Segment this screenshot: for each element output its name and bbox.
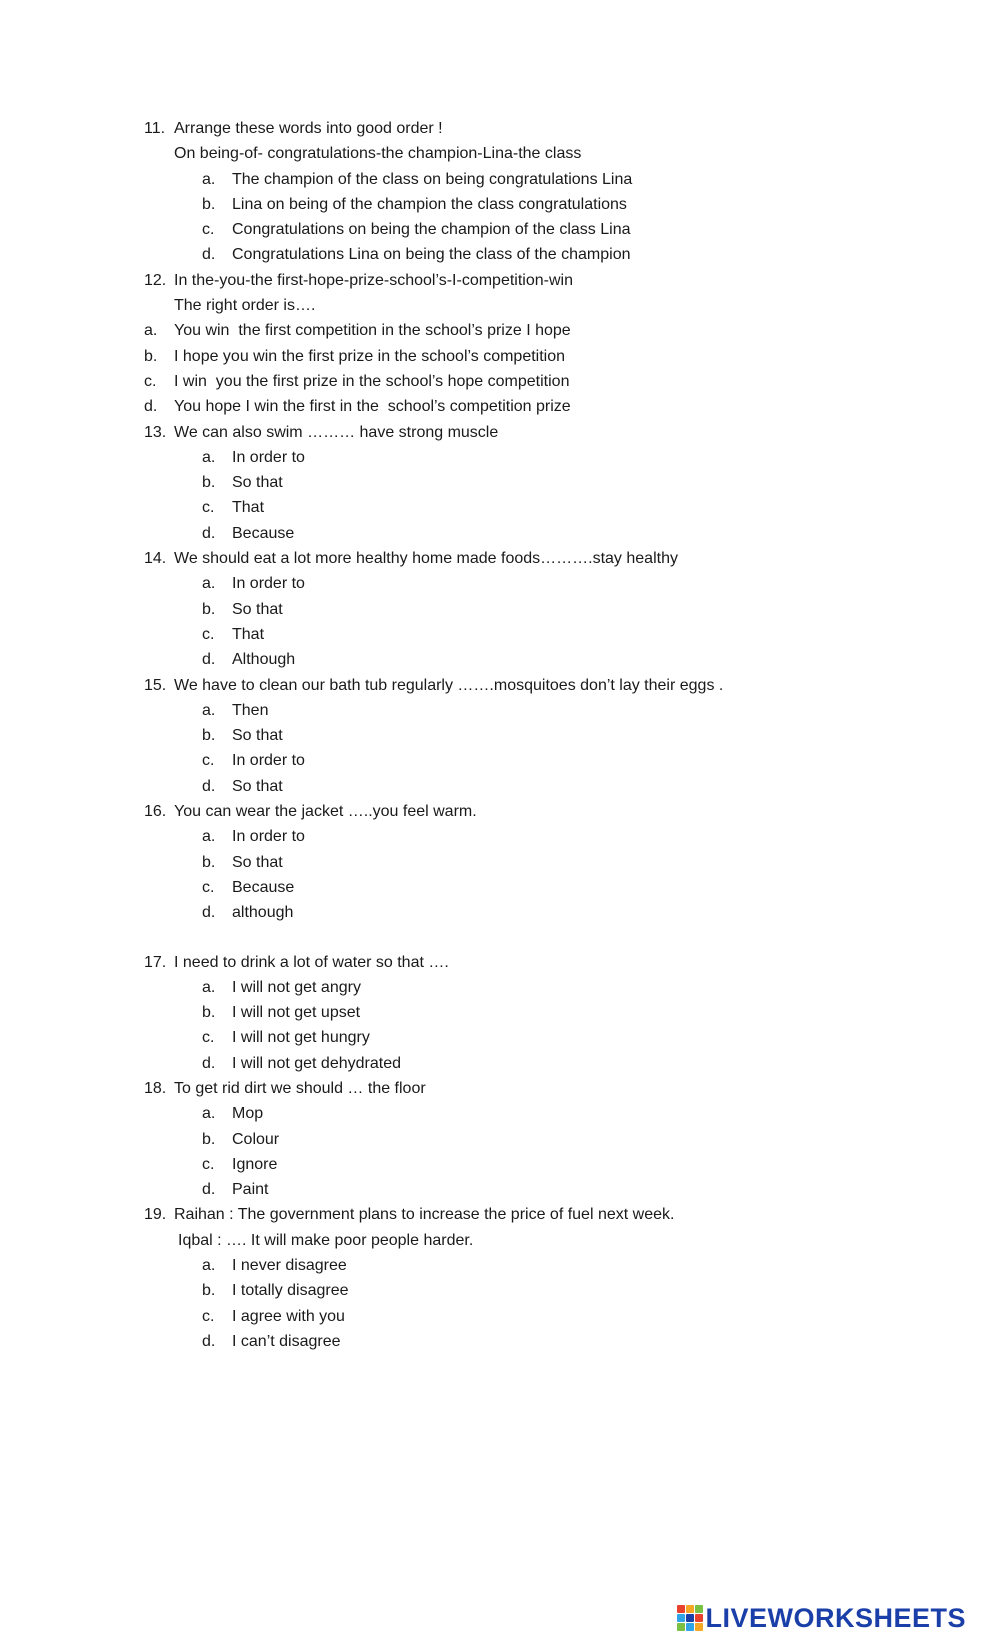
question-16 xyxy=(144,799,924,824)
option-letter: b. xyxy=(202,474,216,492)
option-letter: d. xyxy=(144,398,158,416)
question-11 xyxy=(144,116,924,141)
option-text: So that xyxy=(232,474,283,492)
question-15 xyxy=(144,673,924,698)
option-11b[interactable] xyxy=(144,192,924,217)
question-text: Raihan : The government plans to increase the price of fuel next week. xyxy=(174,1206,675,1224)
option-13b[interactable] xyxy=(144,470,924,495)
option-17a[interactable] xyxy=(144,975,924,1000)
question-12-subtext: The right order is…. xyxy=(174,297,316,315)
question-number: 15. xyxy=(144,676,167,694)
option-letter: a. xyxy=(202,448,216,466)
question-14 xyxy=(144,546,924,571)
option-letter: b. xyxy=(202,1130,216,1148)
option-18a[interactable] xyxy=(144,1101,924,1126)
option-letter: d. xyxy=(202,524,216,542)
question-text: To get rid dirt we should … the floor xyxy=(174,1079,426,1097)
option-text: I will not get hungry xyxy=(232,1029,370,1047)
option-12d[interactable] xyxy=(144,394,924,419)
option-letter: b. xyxy=(202,727,216,745)
question-11-subtext: On being-of- congratulations-the champion-Lina-the class xyxy=(174,145,582,163)
option-19c[interactable] xyxy=(144,1304,924,1329)
option-text: That xyxy=(232,499,265,517)
option-text: I agree with you xyxy=(232,1307,345,1325)
option-text: Then xyxy=(232,701,269,719)
option-letter: a. xyxy=(202,701,216,719)
option-letter: d. xyxy=(202,1054,216,1072)
question-number: 17. xyxy=(144,953,167,971)
option-letter: a. xyxy=(202,170,216,188)
option-14c[interactable] xyxy=(144,622,924,647)
option-text: You hope I win the first in the school’s competition prize xyxy=(174,398,571,416)
option-15c[interactable] xyxy=(144,748,924,773)
option-letter: a. xyxy=(202,828,216,846)
option-letter: a. xyxy=(144,322,158,340)
option-text: In order to xyxy=(232,448,305,466)
option-text: Because xyxy=(232,878,295,896)
question-17 xyxy=(144,950,924,975)
question-19-subtext: Iqbal : …. It will make poor people harder. xyxy=(178,1231,474,1249)
option-text: I totally disagree xyxy=(232,1282,349,1300)
question-number: 12. xyxy=(144,271,167,289)
question-19 xyxy=(144,1202,924,1227)
liveworksheets-logo-icon xyxy=(677,1605,703,1631)
option-letter: b. xyxy=(202,600,216,618)
spacer xyxy=(144,926,924,950)
option-letter: c. xyxy=(202,1155,215,1173)
question-text: You can wear the jacket …..you feel warm. xyxy=(174,803,477,821)
question-13 xyxy=(144,420,924,445)
option-13a[interactable] xyxy=(144,445,924,470)
option-17d[interactable] xyxy=(144,1051,924,1076)
brand-name: LIVEWORKSHEETS xyxy=(705,1602,966,1633)
option-text: You win the first competition in the school’s prize I hope xyxy=(174,322,571,340)
question-text: We should eat a lot more healthy home made foods……….stay healthy xyxy=(174,550,678,568)
option-text: So that xyxy=(232,600,283,618)
option-12b[interactable] xyxy=(144,344,924,369)
option-letter: d. xyxy=(202,777,216,795)
option-text: although xyxy=(232,904,294,922)
option-text: I will not get dehydrated xyxy=(232,1054,401,1072)
option-text: In order to xyxy=(232,828,305,846)
option-text: I hope you win the first prize in the school’s competition xyxy=(174,347,566,365)
option-text: Mop xyxy=(232,1105,264,1123)
option-13d[interactable] xyxy=(144,521,924,546)
question-text: We can also swim ……… have strong muscle xyxy=(174,423,499,441)
question-12 xyxy=(144,268,924,293)
option-12a[interactable] xyxy=(144,318,924,343)
option-text: That xyxy=(232,625,265,643)
option-text: Congratulations Lina on being the class of the champion xyxy=(232,246,631,264)
option-text: I win you the first prize in the school’s hope competition xyxy=(174,372,570,390)
option-text: Paint xyxy=(232,1181,269,1199)
option-18c[interactable] xyxy=(144,1152,924,1177)
option-letter: c. xyxy=(144,372,157,390)
option-text: Colour xyxy=(232,1130,280,1148)
option-text: So that xyxy=(232,853,283,871)
option-letter: a. xyxy=(202,1257,216,1275)
option-letter: d. xyxy=(202,904,216,922)
option-text: Because xyxy=(232,524,295,542)
option-16c[interactable] xyxy=(144,875,924,900)
option-letter: a. xyxy=(202,978,216,996)
question-text: We have to clean our bath tub regularly …….mosquitoes don’t lay their eggs . xyxy=(174,676,724,694)
question-number: 13. xyxy=(144,423,167,441)
question-number: 19. xyxy=(144,1206,167,1224)
option-14a[interactable] xyxy=(144,571,924,596)
option-text: I never disagree xyxy=(232,1257,347,1275)
option-letter: c. xyxy=(202,878,215,896)
option-text: Congratulations on being the champion of the class Lina xyxy=(232,221,631,239)
question-number: 14. xyxy=(144,550,167,568)
option-letter: c. xyxy=(202,1029,215,1047)
option-text: In order to xyxy=(232,752,305,770)
option-text: I can’t disagree xyxy=(232,1332,341,1350)
option-letter: c. xyxy=(202,499,215,517)
option-letter: b. xyxy=(202,853,216,871)
question-number: 18. xyxy=(144,1079,167,1097)
option-16b[interactable] xyxy=(144,850,924,875)
question-number: 11. xyxy=(144,120,166,137)
option-text: I will not get angry xyxy=(232,978,361,996)
option-letter: c. xyxy=(202,1307,215,1325)
option-15d[interactable] xyxy=(144,774,924,799)
option-text: So that xyxy=(232,777,283,795)
option-letter: c. xyxy=(202,221,215,239)
option-text: Although xyxy=(232,651,296,669)
option-17c[interactable] xyxy=(144,1025,924,1050)
option-letter: b. xyxy=(202,1282,216,1300)
option-14b[interactable] xyxy=(144,597,924,622)
option-letter: d. xyxy=(202,1181,216,1199)
option-18d[interactable] xyxy=(144,1177,924,1202)
option-18b[interactable] xyxy=(144,1127,924,1152)
question-text: In the-you-the first-hope-prize-school’s-I-competition-win xyxy=(174,271,573,289)
liveworksheets-brand xyxy=(677,1601,966,1635)
option-11d[interactable] xyxy=(144,242,924,267)
option-19d[interactable] xyxy=(144,1329,924,1354)
option-letter: a. xyxy=(202,1105,216,1123)
option-letter: b. xyxy=(202,195,216,213)
option-15b[interactable] xyxy=(144,723,924,748)
option-15a[interactable] xyxy=(144,698,924,723)
option-13c[interactable] xyxy=(144,495,924,520)
option-letter: a. xyxy=(202,575,216,593)
question-text: Arrange these words into good order ! xyxy=(174,120,443,137)
option-16a[interactable] xyxy=(144,824,924,849)
option-text: In order to xyxy=(232,575,305,593)
option-11a[interactable] xyxy=(144,167,924,192)
option-letter: d. xyxy=(202,246,216,264)
option-19b[interactable] xyxy=(144,1278,924,1303)
option-14d[interactable] xyxy=(144,647,924,672)
question-list xyxy=(144,116,924,1354)
option-text: So that xyxy=(232,727,283,745)
option-text: Ignore xyxy=(232,1155,278,1173)
option-11c[interactable] xyxy=(144,217,924,242)
option-12c[interactable] xyxy=(144,369,924,394)
option-letter: c. xyxy=(202,625,215,643)
option-letter: b. xyxy=(202,1004,216,1022)
option-16d[interactable] xyxy=(144,900,924,925)
option-letter: c. xyxy=(202,752,215,770)
question-18 xyxy=(144,1076,924,1101)
option-letter: d. xyxy=(202,1332,216,1350)
option-19a[interactable] xyxy=(144,1253,924,1278)
option-text: The champion of the class on being congratulations Lina xyxy=(232,170,633,188)
option-text: Lina on being of the champion the class congratulations xyxy=(232,195,627,213)
question-text: I need to drink a lot of water so that …. xyxy=(174,953,449,971)
option-letter: b. xyxy=(144,347,158,365)
option-text: I will not get upset xyxy=(232,1004,361,1022)
option-17b[interactable] xyxy=(144,1000,924,1025)
option-letter: d. xyxy=(202,651,216,669)
question-number: 16. xyxy=(144,803,167,821)
